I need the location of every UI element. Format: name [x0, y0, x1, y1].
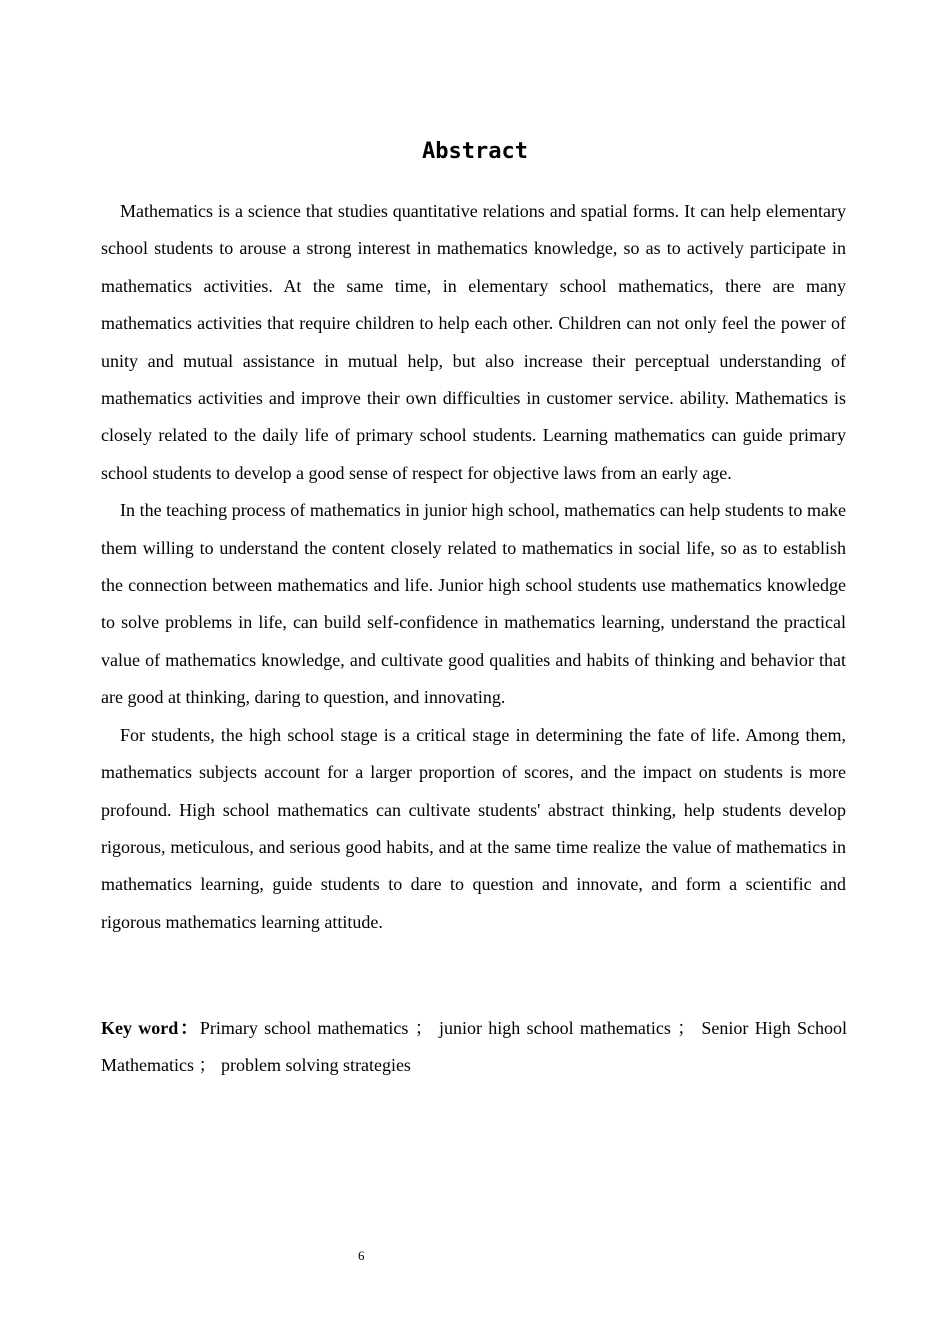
page-title: Abstract	[422, 139, 528, 164]
page-number: 6	[358, 1248, 365, 1263]
abstract-paragraph: Mathematics is a science that studies quantitative relations and spatial forms. It can help elementary school students to arouse a strong interest in mathematics knowledge, so as to actively participate in mathematics activities. At the same time, in elementary school mathematics, there are many mathematics activities that require children to help each other. Children can not only feel the power of unity and mutual assistance in mutual help, but also increase their perceptual understanding of mathematics activities and improve their own difficulties in customer service. ability. Mathematics is closely related to the daily life of primary school students. Learning mathematics can guide primary school students to develop a good sense of respect for objective laws from an early age.	[101, 201, 846, 483]
abstract-paragraph: For students, the high school stage is a critical stage in determining the fate of life. Among them, mathematics subjects account for a larger proportion of scores, and the impact on students is more profound. High school mathematics can cultivate students' abstract thinking, help students develop rigorous, meticulous, and serious good habits, and at the same time realize the value of mathematics in mathematics learning, guide students to dare to question and innovate, and form a scientific and rigorous mathematics learning attitude.	[101, 724, 846, 932]
keywords-text: Primary school mathematics ； junior high school mathematics ； Senior High School Mathematics ； problem solving strategies	[101, 1018, 847, 1075]
abstract-body	[101, 193, 846, 941]
keywords-label: Key word：	[101, 1018, 200, 1038]
keywords	[101, 1010, 847, 1084]
abstract-paragraph: In the teaching process of mathematics in junior high school, mathematics can help students to make them willing to understand the content closely related to mathematics in social life, so as to establish the connection between mathematics and life. Junior high school students use mathematics knowledge to solve problems in life, can build self-confidence in mathematics learning, understand the practical value of mathematics knowledge, and cultivate good qualities and habits of thinking and behavior that are good at thinking, daring to question, and innovating.	[101, 500, 846, 708]
